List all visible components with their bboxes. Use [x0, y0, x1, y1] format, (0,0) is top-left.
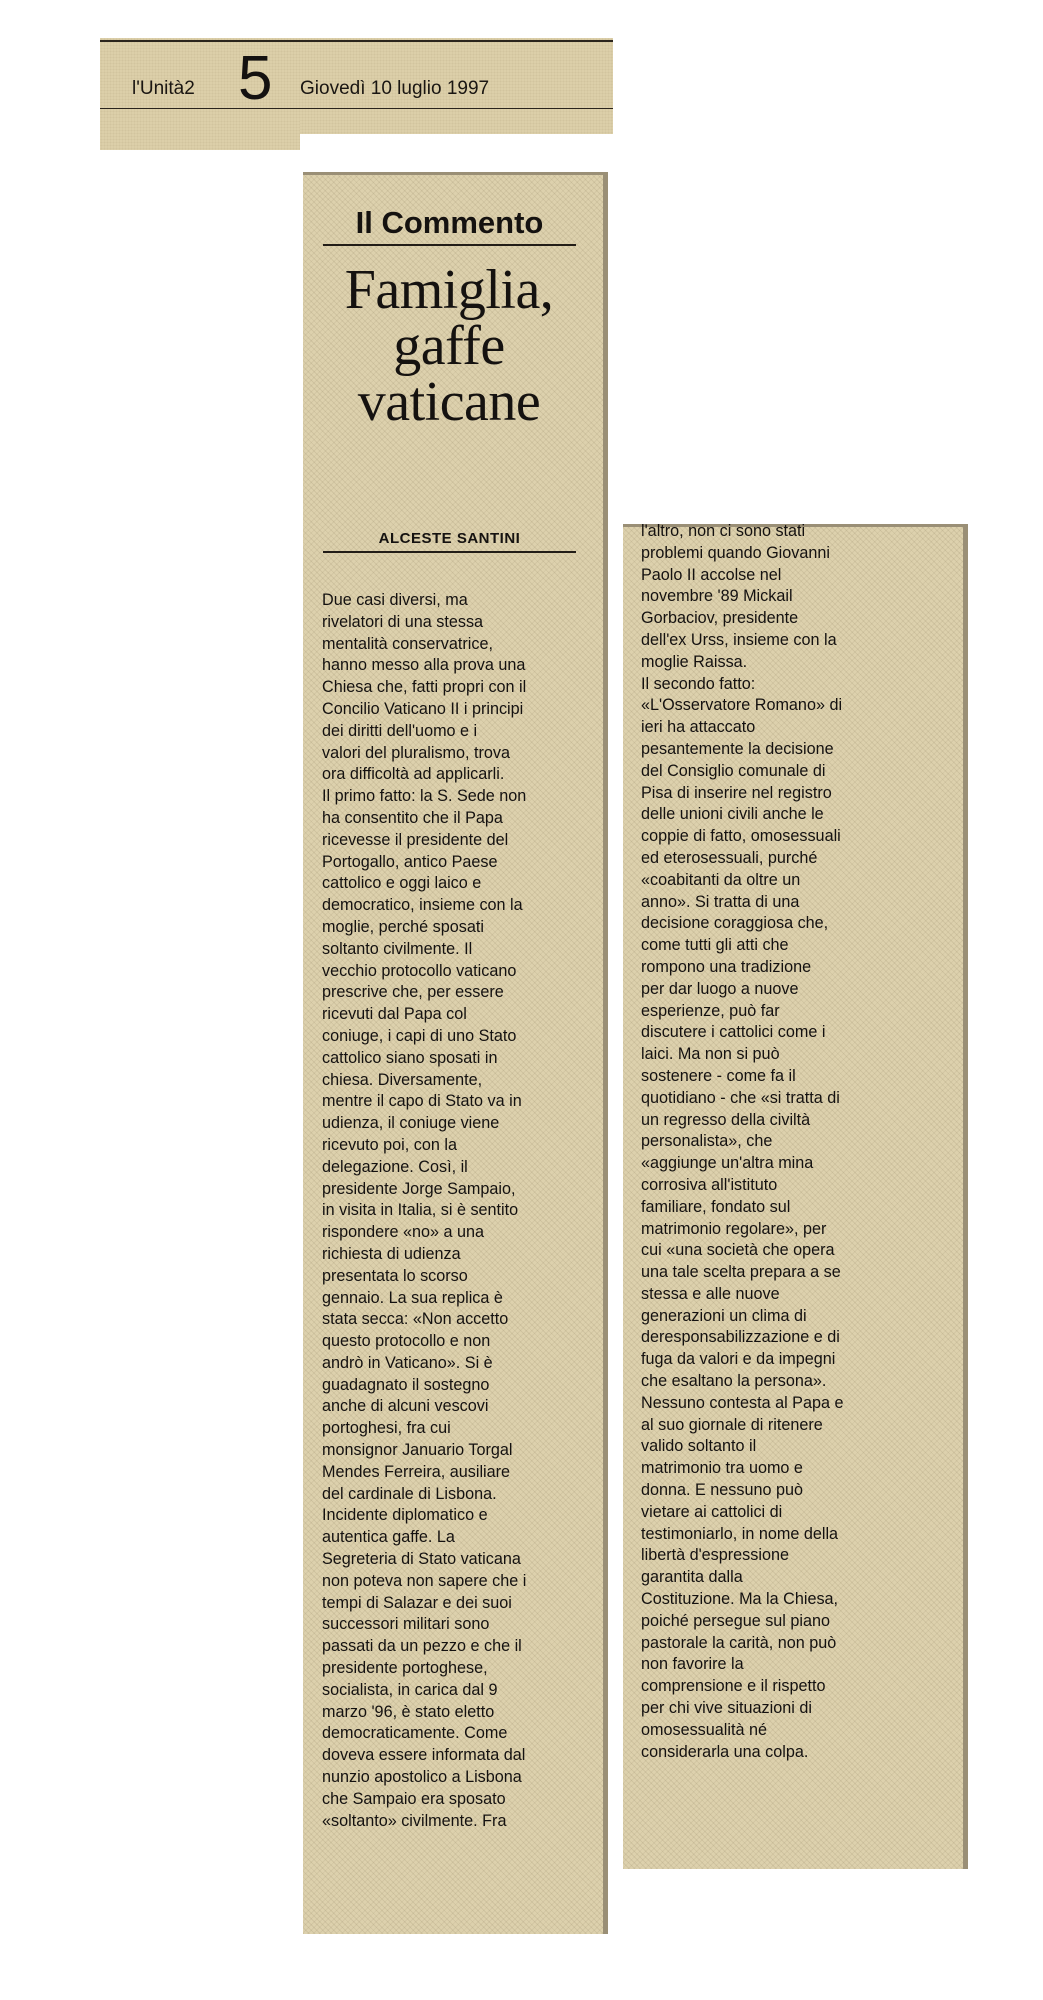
article-text-line: rivelatori di una stessa — [322, 612, 484, 631]
article-text-line: rispondere «no» a una — [322, 1223, 485, 1242]
article-text-line: considerarla una colpa. — [641, 1742, 809, 1761]
publication-date: Giovedì 10 luglio 1997 — [300, 78, 490, 99]
article-text-line: soltanto civilmente. Il — [322, 939, 473, 958]
article-text-line: Incidente diplomatico e — [322, 1506, 488, 1525]
headline-line: gaffe — [393, 315, 505, 377]
article-text-line: coppie di fatto, omosessuali — [641, 827, 841, 846]
article-text-line: un regresso della civiltà — [641, 1110, 811, 1129]
article-text-line: delle unioni civili anche le — [641, 805, 824, 824]
article-text-line: l'altro, non ci sono stati — [641, 522, 806, 540]
article-text-line: laici. Ma non si può — [641, 1045, 780, 1064]
article-text-line: udienza, il coniuge viene — [322, 1114, 500, 1133]
article-text-line: Concilio Vaticano II i principi — [322, 699, 524, 718]
article-text-line: Mendes Ferreira, ausiliare — [322, 1462, 511, 1481]
article-body-column-1 — [322, 590, 526, 1832]
article-text-line: democratico, insieme con la — [322, 896, 523, 915]
article-text-line: non favorire la — [641, 1655, 744, 1674]
article-text-line: per chi vive situazioni di — [641, 1699, 812, 1718]
article-text-line: Pisa di inserire nel registro — [641, 783, 832, 802]
article-text-line: cattolico e oggi laico e — [322, 874, 482, 893]
article-text-line: valori del pluralismo, trova — [322, 743, 511, 762]
article-text-line: cui «una società che opera — [641, 1241, 835, 1260]
header-bottom-rule — [100, 108, 613, 109]
article-text-line: «coabitanti da oltre un — [641, 870, 801, 889]
article-text-line: dell'ex Urss, insieme con la — [641, 630, 837, 649]
article-text-line: rompono una tradizione — [641, 957, 812, 976]
article-text-line: Gorbaciov, presidente — [641, 609, 799, 628]
article-text-line: esperienze, può far — [641, 1001, 780, 1020]
article-text-line: presidente Jorge Sampaio, — [322, 1179, 516, 1198]
column-1-right-edge — [603, 172, 608, 1934]
headline-line: Famiglia, — [344, 259, 554, 321]
article-text-line: monsignor Januario Torgal — [322, 1441, 513, 1460]
article-text-line: cattolico siano sposati in — [322, 1048, 498, 1067]
article-text-line: pastorale la carità, non può — [641, 1633, 837, 1652]
article-text-line: Segreteria di Stato vaticana — [322, 1550, 521, 1569]
article-text-line: familiare, fondato sul — [641, 1197, 791, 1216]
article-text-line: problemi quando Giovanni — [641, 543, 830, 562]
article-text-line: vietare ai cattolici di — [641, 1502, 783, 1521]
article-text-line: garantita dalla — [641, 1568, 743, 1587]
article-text-line: «aggiunge un'altra mina — [641, 1154, 814, 1173]
article-text-line: matrimonio tra uomo e — [641, 1459, 803, 1478]
article-text-line: «soltanto» civilmente. Fra — [322, 1811, 507, 1830]
article-text-line: valido soltanto il — [641, 1437, 757, 1456]
article-text-line: vecchio protocollo vaticano — [322, 961, 517, 980]
article-author: ALCESTE SANTINI — [323, 530, 576, 553]
article-text-line: come tutti gli atti che — [641, 936, 789, 955]
headline-line: vaticane — [357, 371, 541, 433]
article-text-line: nunzio apostolico a Lisbona — [322, 1768, 522, 1787]
article-text-line: Portogallo, antico Paese — [322, 852, 498, 871]
article-text-line: prescrive che, per essere — [322, 983, 504, 1002]
article-body-column-2 — [641, 521, 843, 1763]
article-text-line: che esaltano la persona». — [641, 1372, 827, 1391]
article-text-line: mentre il capo di Stato va in — [322, 1092, 522, 1111]
article-text-line: autentica gaffe. La — [322, 1528, 455, 1547]
article-text-line: dei diritti dell'uomo e i — [322, 721, 478, 740]
article-text-line: chiesa. Diversamente, — [322, 1070, 483, 1089]
article-text-line: Costituzione. Ma la Chiesa, — [641, 1590, 839, 1609]
page-number: 5 — [238, 44, 273, 113]
article-text-line: Il secondo fatto: — [641, 674, 756, 693]
article-text-line: presidente portoghese, — [322, 1659, 488, 1678]
article-text-line: anche di alcuni vescovi — [322, 1397, 489, 1416]
article-text-line: comprensione e il rispetto — [641, 1677, 826, 1696]
article-text-line: Due casi diversi, ma — [322, 591, 468, 609]
article-text-line: anno». Si tratta di una — [641, 892, 800, 911]
article-text-line: generazioni un clima di — [641, 1306, 807, 1325]
article-text-line: quotidiano - che «si tratta di — [641, 1088, 840, 1107]
article-text-line: decisione coraggiosa che, — [641, 914, 829, 933]
article-text-line: omosessualità né — [641, 1720, 767, 1739]
article-text-line: marzo '96, è stato eletto — [322, 1702, 495, 1721]
article-text-line: novembre '89 Mickail — [641, 587, 793, 606]
article-text-line: moglie Raissa. — [641, 652, 748, 671]
article-text-line: Paolo II accolse nel — [641, 565, 782, 584]
article-text-line: sostenere - come fa il — [641, 1066, 796, 1085]
article-text-line: richiesta di udienza — [322, 1244, 461, 1263]
article-text-line: guadagnato il sostegno — [322, 1375, 490, 1394]
column-1-top-edge — [303, 172, 608, 175]
article-text-line: «L'Osservatore Romano» di — [641, 696, 843, 715]
article-text-line: presentata lo scorso — [322, 1266, 468, 1285]
article-text-line: ricevesse il presidente del — [322, 830, 509, 849]
article-text-line: che Sampaio era sposato — [322, 1789, 506, 1808]
article-text-line: per dar luogo a nuove — [641, 979, 799, 998]
article-kicker: Il Commento — [323, 205, 576, 246]
article-text-line: personalista», che — [641, 1132, 773, 1151]
article-text-line: Chiesa che, fatti propri con il — [322, 678, 527, 697]
article-text-line: Il primo fatto: la S. Sede non — [322, 787, 527, 806]
article-text-line: una tale scelta prepara a se — [641, 1263, 841, 1282]
article-text-line: mentalità conservatrice, — [322, 634, 493, 653]
article-text-line: poiché persegue sul piano — [641, 1611, 830, 1630]
article-text-line: tempi di Salazar e dei suoi — [322, 1593, 512, 1612]
article-headline — [318, 259, 580, 433]
article-text-line: delegazione. Così, il — [322, 1157, 468, 1176]
article-text-line: questo protocollo e non — [322, 1332, 491, 1351]
article-text-line: ieri ha attaccato — [641, 718, 756, 737]
article-text-line: del cardinale di Lisbona. — [322, 1484, 497, 1503]
article-text-line: portoghesi, fra cui — [322, 1419, 451, 1438]
article-text-line: democraticamente. Come — [322, 1724, 508, 1743]
article-text-line: pesantemente la decisione — [641, 739, 834, 758]
article-text-line: socialista, in carica dal 9 — [322, 1680, 498, 1699]
article-text-line: passati da un pezzo e che il — [322, 1637, 522, 1656]
article-text-line: coniuge, i capi di uno Stato — [322, 1026, 517, 1045]
article-text-line: libertà d'espressione — [641, 1546, 789, 1565]
article-text-line: stessa e alle nuove — [641, 1284, 780, 1303]
article-text-line: andrò in Vaticano». Si è — [322, 1353, 493, 1372]
article-text-line: stata secca: «Non accetto — [322, 1310, 509, 1329]
article-text-line: ricevuti dal Papa col — [322, 1005, 467, 1024]
article-text-line: non poteva non sapere che i — [322, 1571, 527, 1590]
article-text-line: gennaio. La sua replica è — [322, 1288, 503, 1307]
article-text-line: fuga da valori e da impegni — [641, 1350, 836, 1369]
article-text-line: hanno messo alla prova una — [322, 656, 526, 675]
article-text-line: ed eterosessuali, purché — [641, 848, 818, 867]
article-text-line: del Consiglio comunale di — [641, 761, 826, 780]
article-text-line: ora difficoltà ad applicarli. — [322, 765, 505, 784]
article-text-line: testimoniarlo, in nome della — [641, 1524, 839, 1543]
article-text-line: successori militari sono — [322, 1615, 490, 1634]
column-2-right-edge — [963, 524, 968, 1869]
article-text-line: al suo giornale di ritenere — [641, 1415, 823, 1434]
article-text-line: in visita in Italia, si è sentito — [322, 1201, 519, 1220]
header-strip-tab — [100, 120, 300, 150]
article-text-line: donna. E nessuno può — [641, 1481, 804, 1500]
article-text-line: corrosiva all'istituto — [641, 1175, 778, 1194]
article-text-line: discutere i cattolici come i — [641, 1023, 826, 1042]
header-top-rule — [100, 40, 613, 42]
article-text-line: Nessuno contesta al Papa e — [641, 1393, 844, 1412]
article-text-line: matrimonio regolare», per — [641, 1219, 827, 1238]
article-text-line: moglie, perché sposati — [322, 917, 484, 936]
article-text-line: ha consentito che il Papa — [322, 808, 503, 827]
newspaper-section-name: l'Unità2 — [132, 78, 195, 99]
article-text-line: doveva essere informata dal — [322, 1746, 526, 1765]
article-text-line: ricevuto poi, con la — [322, 1135, 457, 1154]
article-text-line: deresponsabilizzazione e di — [641, 1328, 840, 1347]
